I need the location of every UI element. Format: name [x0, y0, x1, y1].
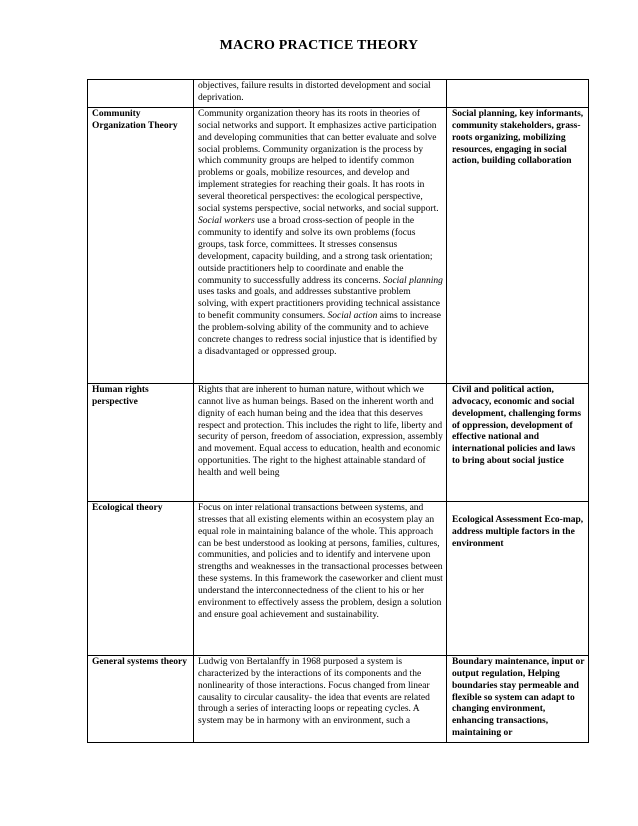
theory-table [87, 79, 589, 743]
description-emphasis: Social action [327, 311, 378, 322]
description-text: aims to increase the problem-solving ability of the community and to achieve concrete changes to redress social injustice that is identified by a disadvantaged or oppressed group. [198, 311, 441, 357]
document-title: MACRO PRACTICE THEORY [219, 38, 419, 53]
practice-text: Ecological Assessment Eco-map, address multiple factors in the environment [452, 514, 584, 549]
cell-spacer [452, 503, 585, 515]
theory-description-cell [194, 383, 447, 501]
theory-description-cell [194, 501, 447, 655]
description-emphasis: Social planning [382, 275, 443, 286]
description-text: uses tasks and goals, and addresses substantive problem solving, with expert practitioners providing technical assistance to benefit community consumers. [198, 287, 440, 322]
practice-cell: Social planning, key informants, community stakeholders, grass-roots organizing, mobilizing resources, engaging in social action, building collaboration [447, 107, 589, 383]
practice-cell [447, 80, 589, 108]
description-text: Focus on inter relational transactions between systems, and stresses that all existing elements within an ecosystem play an equal role in maintaining balance of the whole. This approach can be best understood as looking at persons, families, cultures, communities, and policies and to identify and intervene upon strengths and weaknesses in the transactional processes between these systems. In this framework the caseworker and client must understand the interconnectedness of the client to his or her environment to effectively assess the problem, design a solution and ensure goal achievement and sustainability. [198, 502, 443, 620]
theory-description-cell [194, 655, 447, 742]
description-text: Ludwig von Bertalanffy in 1968 purposed a system is characterized by the interactions of its components and the nonlinearity of those interactions. Focus changed from linear causality to circular causality- the idea that events are related through a series of interacting loops or repeating cycles. A system may be in harmony with an environment, such a [198, 656, 430, 727]
theory-name-cell: Ecological theory [88, 501, 194, 655]
description-text: objectives, failure results in distorted development and social deprivation. [198, 81, 431, 103]
table-row [88, 80, 589, 108]
table-row [88, 501, 589, 655]
description-emphasis: Social workers [198, 215, 255, 226]
theory-name-cell [88, 80, 194, 108]
theory-name-cell: Human rights perspective [88, 383, 194, 501]
theory-name-cell: General systems theory [88, 655, 194, 742]
practice-cell: Civil and political action, advocacy, economic and social development, challenging forms of oppression, development of effective national and international policies and laws to bring about social justice [447, 383, 589, 501]
theory-description-cell [194, 80, 447, 108]
practice-cell: Boundary maintenance, input or output regulation, Helping boundaries stay permeable and flexible so system can adapt to changing environment, enhancing transactions, maintaining or [447, 655, 589, 742]
theory-name-cell: Community Organization Theory [88, 107, 194, 383]
table-row [88, 383, 589, 501]
description-text: Rights that are inherent to human nature, without which we cannot live as human beings. Based on the inherent worth and dignity of each human being and the idea that this deserves respect and protection. This includes the right to life, liberty and security of person, freedom of association, expression, assembly and movement. Equal access to education, health and economic opportunities. The right to the highest attainable standard of health and well being [198, 384, 443, 479]
table-row [88, 107, 589, 383]
description-text: Community organization theory has its roots in theories of social networks and support. It emphasizes active participation and developing communities that can better evaluate and solve social problems. Community organization is the process by which community groups are helped to identify common problems or goals, mobilize resources, and develop and implement strategies for reaching their goals. It has roots in several theoretical perspectives: the ecological perspective, social systems perspective, social networks, and social support. [198, 108, 439, 215]
practice-cell [447, 501, 589, 655]
theory-description-cell [194, 107, 447, 383]
description-text: use a broad cross-section of people in the community to identify and solve its own problems (focus groups, task force, committees. It stresses consensus development, capacity building, and a strong task orientation; outside practitioners help to coordinate and enable the community to successfully address its concerns. [198, 215, 433, 286]
table-row [88, 655, 589, 742]
